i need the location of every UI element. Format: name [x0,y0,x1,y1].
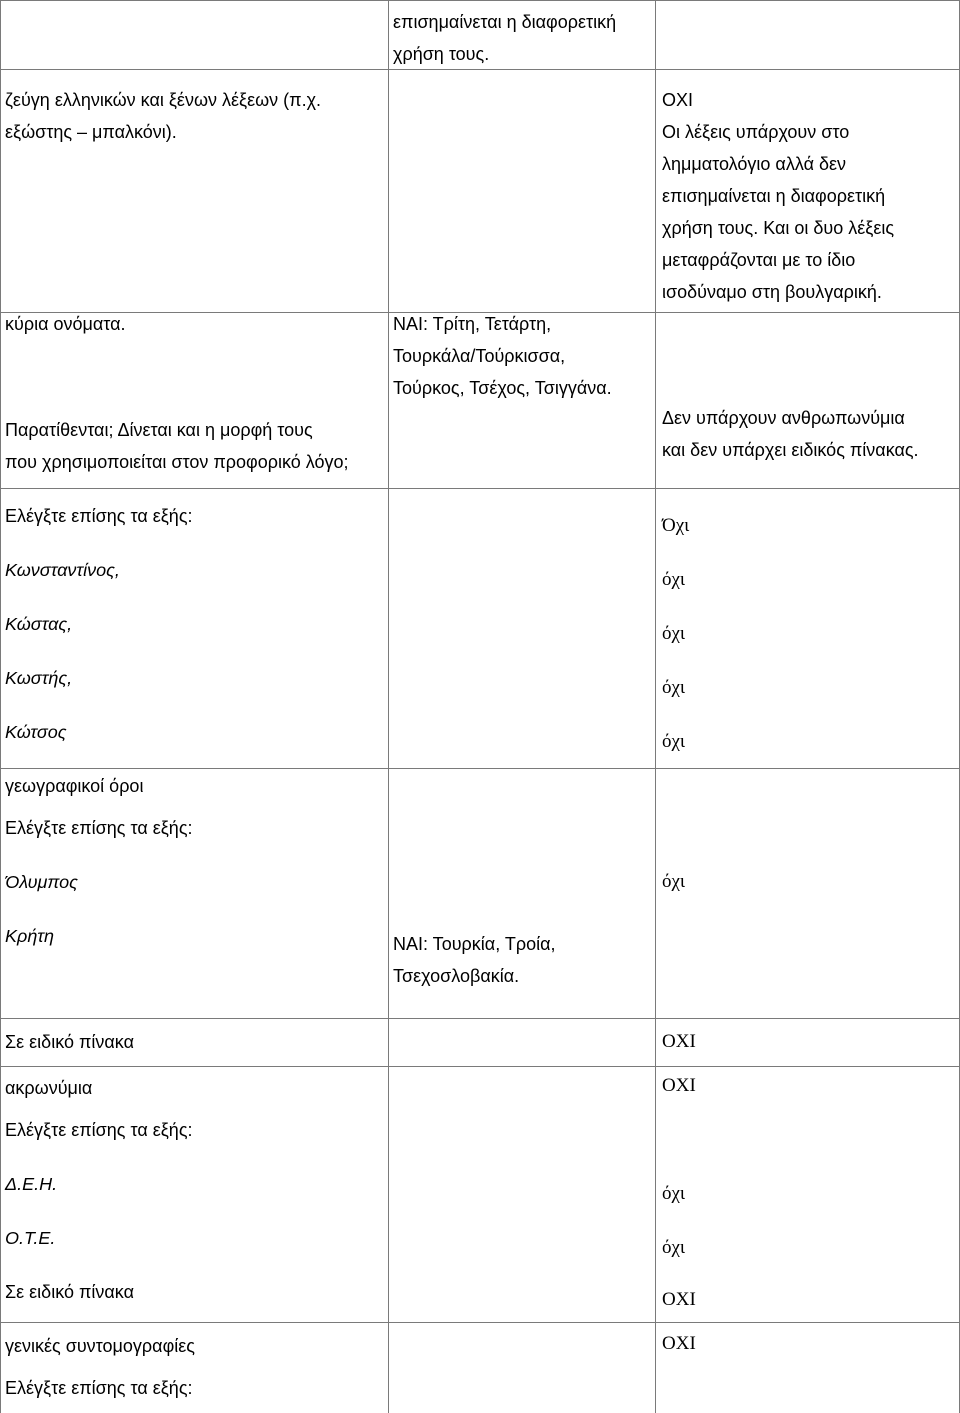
col3-no-h: όχι [662,1237,686,1258]
col3-no-b: όχι [662,569,686,590]
row-border [0,488,960,489]
col2-yes-days: ΝΑΙ: Τρίτη, Τετάρτη, Τουρκάλα/Τούρκισσα, Τούρκος, Τσέχος, Τσιγγάνα. [393,314,612,398]
col1-special-table-2: Σε ειδικό πίνακα [5,1282,134,1302]
col1-geographic-terms: γεωγραφικοί όροι [5,776,144,796]
col3-no-pairs: ΟΧΙ Οι λέξεις υπάρχουν στο λημματολόγιο αλλά δεν επισημαίνεται η διαφορετική χρήση τους. Και οι δυο λέξεις μεταφράζονται με το ίδιο ισοδύναμο στη βουλγαρική. [662,90,895,302]
col1-pair-examples: ζεύγη ελληνικών και ξένων λέξεων (π.χ. εξώστης – μπαλκόνι). [5,90,322,142]
col3-no-d: όχι [662,677,686,698]
col3-no-c: όχι [662,623,686,644]
col1-abbreviations: γενικές συντομογραφίες [5,1336,195,1356]
col1-place-2: Κρήτη [5,926,55,946]
col-border [655,0,656,1413]
col1-proper-nouns: κύρια ονόματα. [5,314,126,334]
col-border [388,0,389,1413]
col1-check-also-2: Ελέγξτε επίσης τα εξής: [5,818,193,838]
col1-check-also-1: Ελέγξτε επίσης τα εξής: [5,506,193,526]
col1-acronym-2: Ο.Τ.Ε. [5,1228,56,1248]
col-border [0,0,1,1413]
col1-name-3: Κωστής, [5,668,73,688]
col2-top-note: επισημαίνεται η διαφορετική χρήση τους. [393,12,617,64]
col1-name-1: Κωνσταντίνος, [5,560,120,580]
row-border [0,1322,960,1323]
col1-name-4: Κώτσος [5,722,67,742]
col3-no-anthroponyms: Δεν υπάρχουν ανθρωπωνύμια και δεν υπάρχει ειδικός πίνακας. [662,408,919,460]
col3-no-caps-4: ΟΧΙ [662,1333,696,1354]
col1-acronym-1: Δ.Ε.Η. [5,1174,58,1194]
col1-special-table-1: Σε ειδικό πίνακα [5,1032,134,1052]
col1-acronyms: ακρωνύμια [5,1078,93,1098]
col1-oral-form: Παρατίθενται; Δίνεται και η μορφή τους που χρησιμοποιείται στον προφορικό λόγο; [5,420,349,472]
col1-place-1: Όλυμπος [5,872,78,892]
col3-no-g: όχι [662,1183,686,1204]
col3-no-f: όχι [662,871,686,892]
col3-no-e: όχι [662,731,686,752]
row-border [0,1066,960,1067]
col3-no-a: Όχι [662,515,690,536]
col2-yes-countries: ΝΑΙ: Τουρκία, Τροία, Τσεχοσλοβακία. [393,934,556,986]
col1-name-2: Κώστας, [5,614,73,634]
col3-no-caps-3: ΟΧΙ [662,1289,696,1310]
col3-no-caps-2: ΟΧΙ [662,1075,696,1096]
row-border [0,0,960,1]
row-border [0,1018,960,1019]
col1-check-also-3: Ελέγξτε επίσης τα εξής: [5,1120,193,1140]
col1-check-also-4: Ελέγξτε επίσης τα εξής: [5,1378,193,1398]
row-border [0,768,960,769]
col3-no-caps-1: ΟΧΙ [662,1031,696,1052]
